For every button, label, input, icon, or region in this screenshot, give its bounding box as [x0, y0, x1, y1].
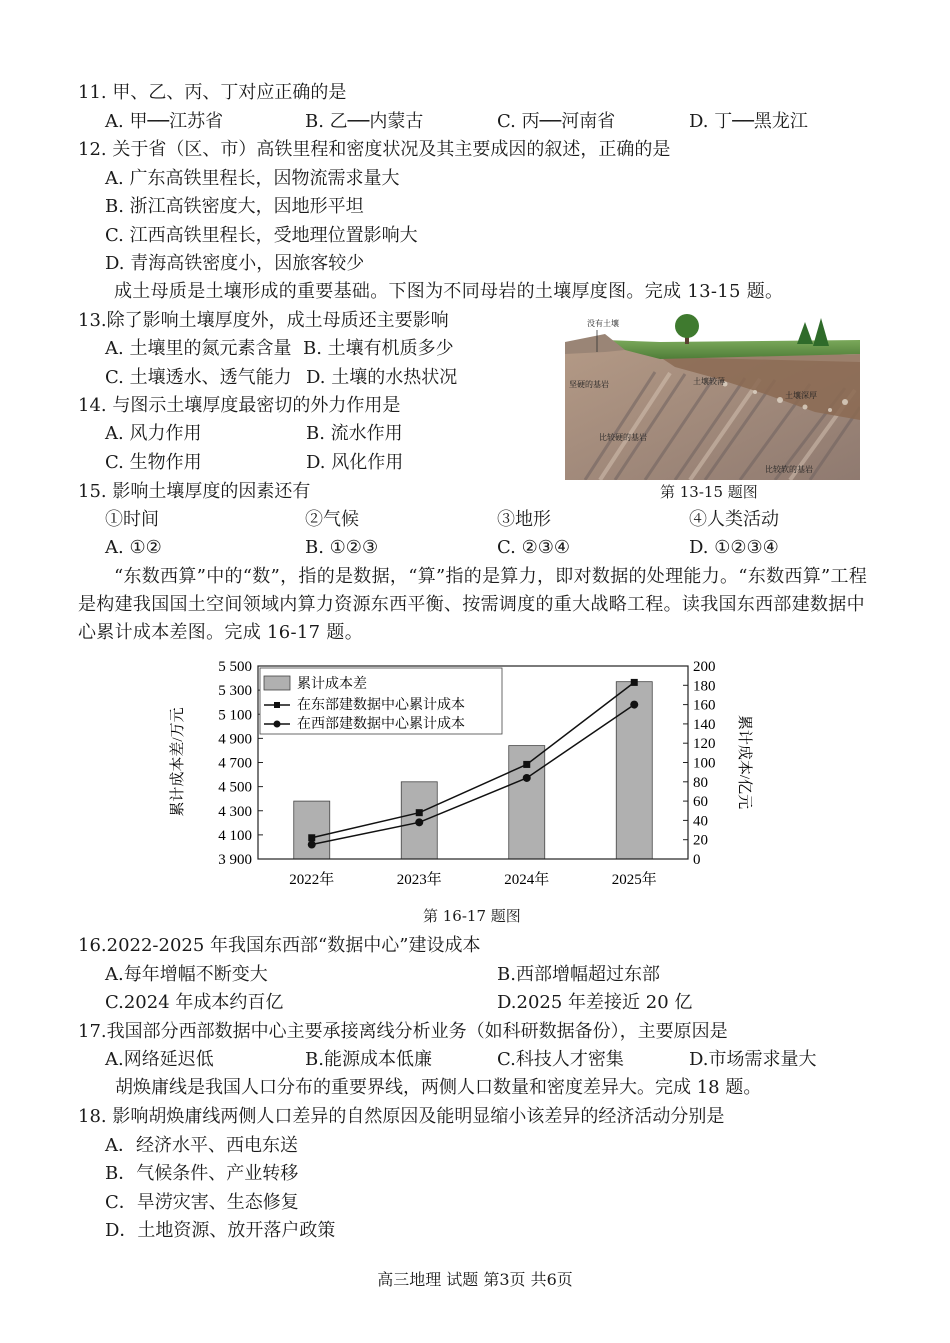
point-west-cost	[415, 818, 423, 826]
x-tick-label: 2025年	[611, 872, 657, 888]
intro-16-17: “东数西算”中的“数”，指的是数据，“算”指的是算力，即对数据的处理能力。“东数西算”工程是构建我国国土空间领域内算力资源东西平衡、按需调度的重大战略工程。读我国东西部建数据中心累计成本差图。完成 16-17 题。	[78, 566, 868, 643]
q13-option-a[interactable]: A. 土壤里的氮元素含量	[105, 338, 292, 359]
chart-legend	[260, 668, 502, 734]
q14-stem: 14. 与图示土壤厚度最密切的外力作用是	[78, 395, 401, 416]
legend-marker-square	[274, 702, 280, 708]
q15-items	[105, 508, 905, 532]
label-hard-rock: 坚硬的基岩	[569, 380, 609, 389]
q17-option-c[interactable]: C.科技人才密集	[497, 1049, 624, 1070]
q11-stem: 11. 甲、乙、丙、丁对应正确的是	[78, 82, 347, 103]
right-tick-label: 0	[693, 852, 701, 868]
q15-item-1: ①时间	[105, 509, 159, 530]
q18-option-a[interactable]: A．经济水平、西电东送	[105, 1135, 298, 1156]
figure-caption-13-15: 第 13-15 题图	[660, 483, 758, 501]
q13-option-b[interactable]: B. 土壤有机质多少	[303, 338, 454, 359]
left-tick-label: 4 500	[218, 779, 252, 796]
q15-option-c[interactable]: C. ②③④	[497, 537, 570, 558]
label-deep-soil: 土壤深厚	[785, 391, 817, 400]
q14-option-a[interactable]: A. 风力作用	[105, 423, 202, 444]
q11-option-d[interactable]: D. 丁──黑龙江	[689, 111, 808, 132]
q15-stem: 15. 影响土壤厚度的因素还有	[78, 481, 311, 502]
label-harder-rock: 比较硬的基岩	[599, 433, 647, 442]
q17-option-b[interactable]: B.能源成本低廉	[305, 1049, 432, 1070]
q12-stem: 12. 关于省（区、市）高铁里程和密度状况及其主要成因的叙述，正确的是	[78, 139, 671, 160]
point-east-cost	[523, 761, 530, 768]
intro-18: 胡焕庸线是我国人口分布的重要界线，两侧人口数量和密度差异大。完成 18 题。	[115, 1077, 762, 1098]
q15-option-a[interactable]: A. ①②	[105, 537, 162, 558]
q11-options	[105, 110, 905, 134]
figure-caption-16-17: 第 16-17 题图	[423, 907, 521, 925]
q17-option-d[interactable]: D.市场需求量大	[689, 1049, 817, 1070]
point-east-cost	[631, 679, 638, 686]
q12-option-b[interactable]: B. 浙江高铁密度大，因地形平坦	[105, 196, 364, 217]
point-east-cost	[416, 809, 423, 816]
point-west-cost	[308, 841, 316, 849]
q18-option-d[interactable]: D．土地资源、放开落户政策	[105, 1220, 336, 1241]
q13-option-d[interactable]: D. 土壤的水热状况	[306, 367, 458, 388]
q16-option-b[interactable]: B.西部增幅超过东部	[497, 964, 660, 985]
page-footer: 高三地理 试题 第3页 共6页	[377, 1270, 573, 1289]
legend-swatch-bar	[264, 676, 290, 690]
bar-cost-difference	[294, 801, 330, 859]
right-tick-label: 80	[693, 774, 708, 791]
y-axis-label-left: 累计成本差/万元	[170, 707, 186, 817]
left-tick-label: 3 900	[218, 852, 252, 868]
right-tick-label: 100	[693, 755, 716, 772]
legend-label-west: 在西部建数据中心累计成本	[297, 717, 465, 732]
left-tick-label: 5 300	[218, 683, 252, 700]
right-tick-label: 160	[693, 697, 716, 714]
q14-option-b[interactable]: B. 流水作用	[306, 423, 403, 444]
left-tick-label: 4 700	[218, 755, 252, 772]
q17-options	[105, 1048, 905, 1072]
q11-option-c[interactable]: C. 丙──河南省	[497, 111, 616, 132]
legend-label-cost-diff: 累计成本差	[297, 677, 367, 692]
q15-option-b[interactable]: B. ①②③	[305, 537, 379, 558]
q13-stem: 13.除了影响土壤厚度外，成土母质还主要影响	[78, 310, 449, 331]
q11-option-b[interactable]: B. 乙──内蒙古	[305, 111, 424, 132]
soil-thickness-figure	[565, 312, 860, 480]
q15-options	[105, 536, 905, 560]
point-west-cost	[523, 774, 531, 782]
q16-stem: 16.2022-2025 年我国东西部“数据中心”建设成本	[78, 935, 481, 956]
q11-option-a[interactable]: A. 甲──江苏省	[105, 111, 224, 132]
q15-item-4: ④人类活动	[689, 509, 779, 530]
label-no-soil: 没有土壤	[587, 319, 619, 328]
q16-option-a[interactable]: A.每年增幅不断变大	[105, 964, 268, 985]
q18-option-c[interactable]: C．旱涝灾害、生态修复	[105, 1192, 299, 1213]
q18-option-b[interactable]: B．气候条件、产业转移	[105, 1163, 299, 1184]
q14-option-c[interactable]: C. 生物作用	[105, 452, 202, 473]
q15-item-2: ②气候	[305, 509, 359, 530]
q12-option-d[interactable]: D. 青海高铁密度小，因旅客较少	[105, 253, 365, 274]
q16-option-c[interactable]: C.2024 年成本约百亿	[105, 992, 284, 1013]
left-tick-label: 4 300	[218, 803, 252, 820]
left-tick-label: 4 100	[218, 827, 252, 844]
right-tick-label: 20	[693, 832, 708, 849]
y-axis-label-right: 累计成本/亿元	[736, 714, 752, 810]
q17-option-a[interactable]: A.网络延迟低	[105, 1049, 214, 1070]
label-thin-soil: 土壤较薄	[693, 377, 725, 386]
left-tick-label: 5 100	[218, 707, 252, 724]
q12-option-a[interactable]: A. 广东高铁里程长，因物流需求量大	[105, 168, 400, 189]
q14-option-d[interactable]: D. 风化作用	[306, 452, 404, 473]
legend-label-east: 在东部建数据中心累计成本	[297, 698, 465, 713]
x-tick-label: 2022年	[289, 872, 335, 888]
left-tick-label: 5 500	[218, 659, 252, 675]
q18-stem: 18. 影响胡焕庸线两侧人口差异的自然原因及能明显缩小该差异的经济活动分别是	[78, 1106, 725, 1127]
point-east-cost	[308, 834, 315, 841]
right-tick-label: 40	[693, 813, 708, 830]
q15-item-3: ③地形	[497, 509, 551, 530]
x-tick-label: 2024年	[504, 872, 550, 888]
intro-13-15: 成土母质是土壤形成的重要基础。下图为不同母岩的土壤厚度图。完成 13-15 题。	[114, 281, 784, 302]
legend-marker-circle	[274, 721, 281, 728]
right-tick-label: 120	[693, 736, 716, 753]
x-tick-label: 2023年	[396, 872, 442, 888]
left-tick-label: 4 900	[218, 731, 252, 748]
point-west-cost	[630, 701, 638, 709]
label-softer-rock: 比较软的基岩	[765, 465, 813, 474]
right-tick-label: 200	[693, 659, 716, 675]
q17-stem: 17.我国部分西部数据中心主要承接离线分析业务（如科研数据备份），主要原因是	[78, 1021, 728, 1042]
right-tick-label: 140	[693, 716, 716, 733]
q13-option-c[interactable]: C. 土壤透水、透气能力	[105, 367, 292, 388]
q12-option-c[interactable]: C. 江西高铁里程长，受地理位置影响大	[105, 225, 418, 246]
cost-difference-chart	[160, 652, 760, 892]
right-tick-label: 60	[693, 794, 708, 811]
q15-option-d[interactable]: D. ①②③④	[689, 537, 779, 558]
right-tick-label: 180	[693, 678, 716, 695]
q16-option-d[interactable]: D.2025 年差接近 20 亿	[497, 992, 693, 1013]
